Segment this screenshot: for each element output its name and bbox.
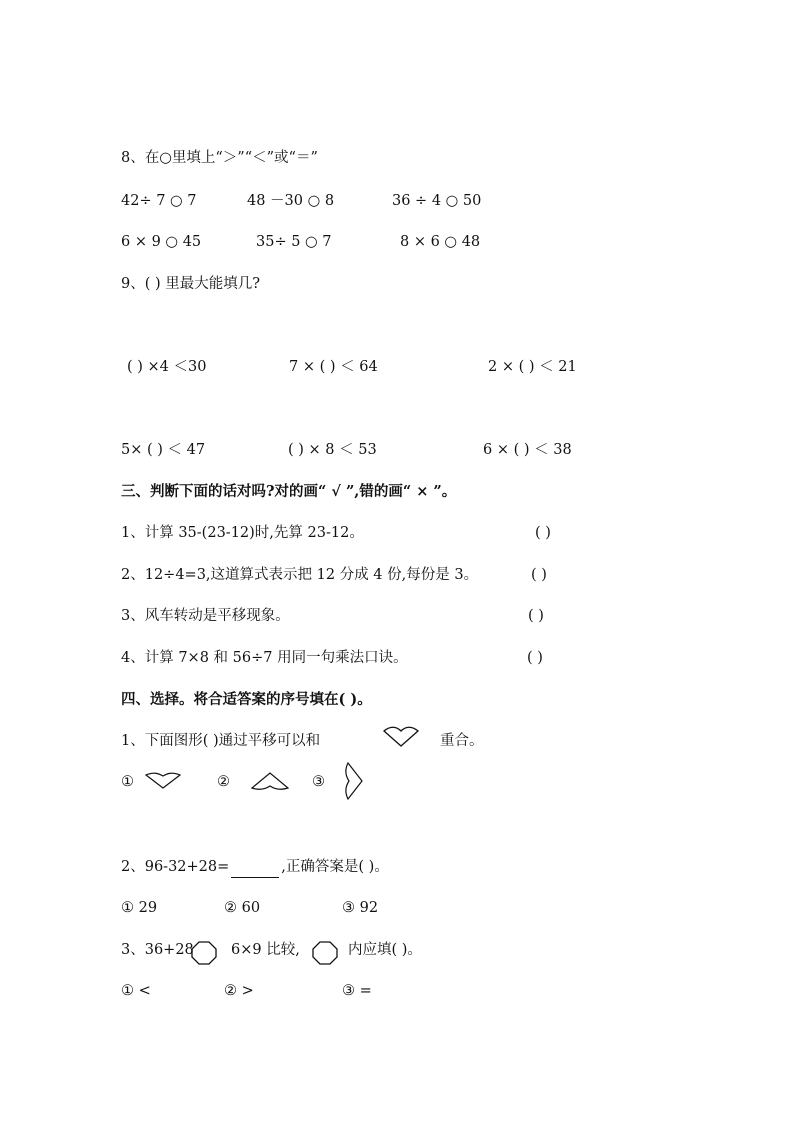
q2-option-1[interactable]: ① 29 <box>121 900 158 916</box>
option-2-shape[interactable] <box>250 770 290 792</box>
q9-expr-2: 7 × ( ) ＜ 64 <box>289 359 378 375</box>
option-3-shape[interactable] <box>343 761 365 801</box>
section3-answer-paren-1[interactable]: ( ) <box>535 525 551 541</box>
section4-q3-middle: 6×9 比较, <box>231 942 300 958</box>
option-1-shape[interactable] <box>144 771 182 791</box>
section4-q1-prompt: 1、下面图形( )通过平移可以和 <box>121 733 321 749</box>
q9-expr-3: 2 × ( ) ＜ 21 <box>488 359 577 375</box>
q8-expr-3: 36 ÷ 4 ○ 50 <box>392 193 482 209</box>
section3-answer-paren-3[interactable]: ( ) <box>528 608 544 624</box>
q1-option-3-label[interactable]: ③ <box>312 774 325 790</box>
q8-expr-5: 35÷ 5 ○ 7 <box>256 234 332 250</box>
octagon-shape-2 <box>312 941 338 965</box>
section4-q1-suffix: 重合。 <box>440 733 484 749</box>
q9-title: 9、( ) 里最大能填几? <box>121 276 261 292</box>
q2-suffix: ,正确答案是( )。 <box>281 859 389 875</box>
q3-option-2[interactable]: ② > <box>224 983 254 999</box>
q8-expr-6: 8 × 6 ○ 48 <box>400 234 481 250</box>
q2-option-3[interactable]: ③ 92 <box>342 900 379 916</box>
section4-q2-prompt <box>121 857 389 878</box>
q1-option-2-label[interactable]: ② <box>217 774 230 790</box>
section4-q3-suffix: 内应填( )。 <box>348 942 422 958</box>
section3-item-2: 2、12÷4=3,这道算式表示把 12 分成 4 份,每份是 3。 <box>121 567 479 583</box>
reference-heart-shape <box>382 725 420 749</box>
q1-option-1-label[interactable]: ① <box>121 774 134 790</box>
section3-title: 三、判断下面的话对吗?对的画“ √ ”,错的画“ × ”。 <box>121 483 457 500</box>
q9-expr-6: 6 × ( ) ＜ 38 <box>483 442 572 458</box>
q2-answer-blank[interactable] <box>231 857 279 878</box>
q3-option-3[interactable]: ③ = <box>342 983 372 999</box>
section3-item-3: 3、风车转动是平移现象。 <box>121 608 290 624</box>
q9-expr-5: ( ) × 8 ＜ 53 <box>288 442 377 458</box>
section4-title: 四、选择。将合适答案的序号填在( )。 <box>121 691 372 708</box>
q9-expr-4: 5× ( ) ＜ 47 <box>121 442 206 458</box>
q3-option-1[interactable]: ① < <box>121 983 151 999</box>
octagon-shape[interactable] <box>191 941 217 965</box>
section3-answer-paren-2[interactable]: ( ) <box>531 567 547 583</box>
section3-item-1: 1、计算 35-(23-12)时,先算 23-12。 <box>121 525 364 541</box>
q8-title: 8、在○里填上“＞”“＜”或“＝” <box>121 150 318 166</box>
section4-q3-expression: 3、36+28 <box>121 942 194 958</box>
q2-option-2[interactable]: ② 60 <box>224 900 261 916</box>
q2-expression: 2、96-32+28= <box>121 859 230 875</box>
q8-expr-1: 42÷ 7 ○ 7 <box>121 193 197 209</box>
q8-expr-4: 6 × 9 ○ 45 <box>121 234 202 250</box>
q8-expr-2: 48 －30 ○ 8 <box>247 193 335 209</box>
section3-item-4: 4、计算 7×8 和 56÷7 用同一句乘法口诀。 <box>121 650 408 666</box>
section3-answer-paren-4[interactable]: ( ) <box>527 650 543 666</box>
q9-expr-1: ( ) ×4 ＜30 <box>127 359 207 375</box>
